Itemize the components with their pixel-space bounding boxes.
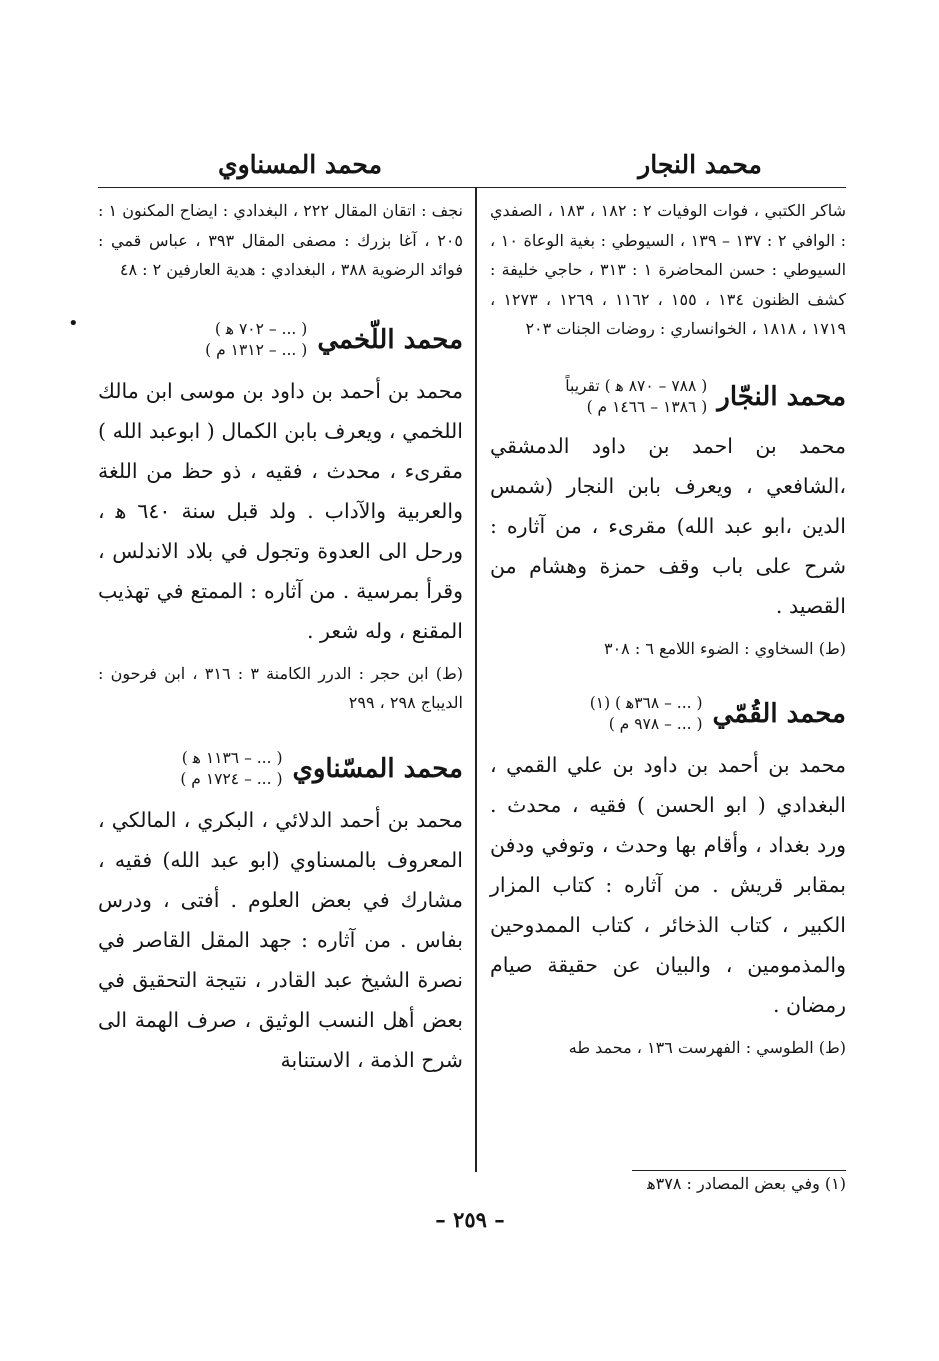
entry-name: محمد القُمّي [712, 699, 846, 729]
entry-body: محمد بن أحمد الدلائي ، البكري ، المالكي ، المعروف بالمسناوي (ابو عبد الله) فقيه ، مشارك في بعض العلوم . أفتى ، ودرس بفاس . من آثاره : جهد المقل القاصر في نصرة الشيخ عبد القادر ، نتيجة التحقيق في بعض أهل النسب الوثيق ، صرف الهمة الى شرح الذمة ، الاستنابة [98, 807, 463, 1072]
entry-name: محمد النجّار [717, 381, 846, 412]
entry-name: محمد اللّخمي [317, 324, 463, 355]
entry-body: محمد بن احمد بن داود الدمشقي ،الشافعي ، ويعرف بابن النجار (شمس الدين ،ابو عبد الله) مقرىء ، من آثاره : شرح على باب وقف حمزة وهشام من القصيد . [490, 433, 846, 618]
entry-sources: (ط) ابن حجر : الدرر الكامنة ٣ : ٣١٦ ، ابن فرحون : الديباج ٢٩٨ ، ٢٩٩ [98, 663, 463, 712]
entry-heading-lakhmi [98, 319, 463, 361]
entry-heading-misnawi [98, 748, 463, 790]
left-column [98, 196, 463, 1080]
entry-sources: (ط) الطوسي : الفهرست ١٣٦ ، محمد طه [568, 1038, 846, 1057]
header-rule [98, 187, 846, 188]
dates-hijri: ( ... – ١١٣٦ ﻫ ) [181, 748, 283, 767]
dates-gregorian: ( ... – ٩٧٨ م ) [608, 715, 703, 733]
dates-gregorian: ( ... – ١٣١٢ م ) [205, 340, 308, 359]
entry-heading-najjar [490, 376, 846, 418]
entry-dates [180, 748, 282, 790]
entry-dates [205, 319, 307, 361]
entry-dates [590, 693, 703, 735]
entry-sources: (ط) السخاوي : الضوء اللامع ٦ : ٣٠٨ [603, 638, 846, 658]
dates-hijri: ( ... – ٣٦٨ﻫ ) (١) [589, 694, 703, 712]
page-number: – ٢٥٩ – [435, 1207, 505, 1232]
dates-hijri: ( ... – ٧٠٢ ﻫ ) [214, 319, 308, 338]
right-column [490, 196, 846, 1063]
entry-body: محمد بن أحمد بن داود بن موسى ابن مالك اللخمي ، ويعرف بابن الكمال ( ابوعبد الله ) مقرىء ، محدث ، فقيه ، ذو حظ من اللغة والعربية والآداب . ولد قبل سنة ٦٤٠ ﻫ ، ورحل الى العدوة وتجول في بلاد الاندلس ، وقرأ بمرسية . من آثاره : الممتع في تهذيب المقنع ، وله شعر . [98, 378, 463, 643]
left-column-header: محمد المسناوي [218, 150, 382, 179]
dates-gregorian: ( ١٣٨٦ – ١٤٦٦ م ) [586, 397, 708, 416]
entry-name: محمد المسّناوي [292, 753, 463, 784]
left-intro-sources: نجف : اتقان المقال ٢٢٢ ، البغدادي : ايضاح المكنون ١ : ٢٠٥ ، آغا بزرك : مصفى المقال ٣٩٣ ، عباس قمي : فوائد الرضوية ٣٨٨ ، البغدادي : هدية العارفين ٢ : ٤٨ [98, 201, 464, 279]
margin-dot: • [68, 313, 79, 334]
entry-dates [565, 376, 707, 418]
dates-gregorian: ( ... – ١٧٢٤ م ) [180, 769, 283, 788]
right-column-header: محمد النجار [638, 150, 762, 179]
right-intro-sources: شاكر الكتبي ، فوات الوفيات ٢ : ١٨٢ ، ١٨٣ ، الصفدي : الوافي ٢ : ١٣٧ – ١٣٩ ، السيوطي : بغية الوعاة ١٠ ، السيوطي : حسن المحاضرة ١ : ٣١٣ ، حاجي خليفة : كشف الظنون ١٣٤ ، ١٥٥ ، ١١٦٢ ، ١٢٦٩ ، ١٢٧٣ ، ١٧١٩ ، ١٨١٨ ، الخوانساري : روضات الجنات ٢٠٣ [490, 201, 847, 338]
dates-hijri: ( ٧٨٨ – ٨٧٠ ﻫ ) تقريباً [565, 376, 708, 395]
entry-body: محمد بن أحمد بن داود بن علي القمي ، البغدادي ( ابو الحسن ) فقيه ، محدث . ورد بغداد ، وأقام بها وحدث ، وتوفي ودفن بمقابر قريش . من آثاره : كتاب المزار الكبير ، كتاب الذخائر ، كتاب الممدوحين والمذمومين ، والبيان عن حقيقة صيام رمضان . [490, 753, 846, 1017]
footnote: (١) وفي بعض المصادر : ٣٧٨ﻫ [647, 1174, 846, 1193]
column-divider [475, 187, 477, 1172]
entry-heading-qummi [490, 693, 846, 735]
